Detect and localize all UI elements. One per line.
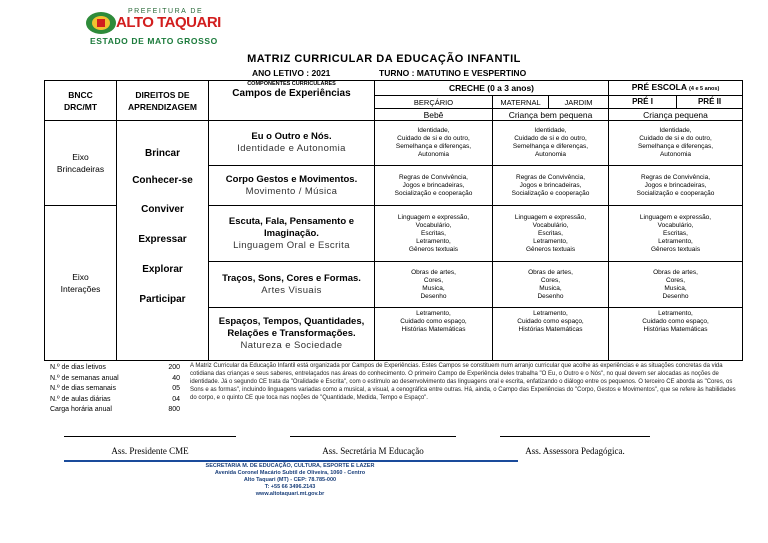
cell-crianca-bem-4: Obras de artes, Cores, Musica, Desenho: [493, 262, 609, 308]
campos-header: COMPONENTES CURRICULARES Campos de Experiências: [209, 81, 375, 121]
cell-bebe-5: Letramento, Cuidado como espaço, Histórias Matemáticas: [375, 308, 493, 361]
document-subtitle: [252, 68, 527, 78]
cell-bebe-3: Linguagem e expressão, Vocabulário, Escritas, Letramento, Gêneros textuais: [375, 206, 493, 262]
total-row: N.º de aulas diárias 04: [50, 395, 180, 403]
direitos-header: DIREITOS DE APRENDIZAGEM: [117, 81, 209, 121]
campo-escuta-fala: Escuta, Fala, Pensamento e Imaginação. Linguagem Oral e Escrita: [209, 206, 375, 262]
cell-crianca-peq-5: Letramento, Cuidado como espaço, Histórias Matemáticas: [609, 308, 743, 361]
total-row: N.º de semanas anual 40: [50, 374, 180, 382]
eixo-interacoes: Eixo Interações: [45, 206, 117, 361]
direito-explorar: Explorar: [142, 264, 183, 275]
campo-eu-outro-nos: Eu o Outro e Nós. Identidade e Autonomia: [209, 121, 375, 166]
totals-list: [50, 363, 180, 416]
explanatory-note: A Matriz Curricular da Educação Infantil está organizada por Campos de Experiências. Estes Campos se constituem num arranjo curricular que acolhe as experiências e as situações concretas da vida cotidiana das crianças e seus saberes, entrelaçados nas áreas do conhecimento. O primeiro Campo de Experiência deles trabalha "O Eu, o Outro e o Nós", no qual devem ser alocadas as noções de identidade. Já o segundo CE trata da "Oralidade e Escrita", com o estímulo ao desenvolvimento das linguagens oral e escrita, enfatizando o diálogo entre os pequenos. O terceiro CE aborda as "Cores, os Sons e as formas", incluindo linguagens variadas como a musical, a visual, a cenográfica entre outras. Há, ainda, o Campo das Experiências do "Corpo, Gestos e Movimentos", que se refere às habilidades do corpo, e o quinto CE que toca nas noções de "Quantidade, Medida, Tempo e Espaço".: [190, 363, 736, 401]
coat-of-arms-icon: [84, 10, 118, 36]
signature-line-3: [500, 436, 650, 437]
direito-conviver: Conviver: [141, 204, 184, 215]
curriculum-table: [44, 80, 743, 361]
cell-bebe-4: Obras de artes, Cores, Musica, Desenho: [375, 262, 493, 308]
prefeitura-logo: [84, 8, 234, 46]
signature-line-1: [64, 436, 236, 437]
cell-crianca-peq-2: Regras de Convivência, Jogos e brincadeiras, Socialização e cooperação: [609, 166, 743, 206]
cell-crianca-peq-4: Obras de artes, Cores, Musica, Desenho: [609, 262, 743, 308]
signature-secretaria: Ass. Secretária M Educação: [322, 446, 424, 456]
bebe-label: Bebê: [375, 109, 493, 121]
campo-corpo-gestos: Corpo Gestos e Movimentos. Movimento / Música: [209, 166, 375, 206]
total-row: Carga horária anual 800: [50, 406, 180, 413]
signature-line-2: [290, 436, 456, 437]
pre1-header: PRÉ I: [609, 96, 677, 109]
cell-bebe-1: Identidade, Cuidado de si e do outro, Semelhança e diferenças, Autonomia: [375, 121, 493, 166]
ano-letivo: ANO LETIVO : 2021: [252, 68, 331, 78]
direito-expressar: Expressar: [138, 234, 187, 245]
turno: TURNO : MATUTINO E VESPERTINO: [379, 68, 527, 78]
bercario-header: BERÇÁRIO: [375, 96, 493, 109]
total-row: N.º de dias letivos 200: [50, 364, 180, 371]
creche-header: CRECHE (0 a 3 anos): [375, 81, 609, 96]
signature-assessora: Ass. Assessora Pedagógica.: [525, 446, 625, 456]
cell-crianca-bem-5: Letramento, Cuidado como espaço, Histórias Matemáticas: [493, 308, 609, 361]
total-row: N.º de dias semanais 05: [50, 385, 180, 392]
pre-escola-header: PRÉ ESCOLA (4 e 5 anos): [609, 81, 743, 96]
eixo-brincadeiras: Eixo Brincadeiras: [45, 121, 117, 206]
crianca-pequena-label: Criança pequena: [609, 109, 743, 121]
cell-crianca-bem-3: Linguagem e expressão, Vocabulário, Escritas, Letramento, Gêneros textuais: [493, 206, 609, 262]
jardim-header: JARDIM: [549, 96, 609, 109]
direitos-list: [117, 121, 209, 361]
campo-tracos-sons: Traços, Sons, Cores e Formas. Artes Visuais: [209, 262, 375, 308]
direito-participar: Participar: [139, 294, 186, 305]
logo-city-name: ALTO TAQUARI: [116, 14, 221, 31]
crianca-bem-pequena-label: Criança bem pequena: [493, 109, 609, 121]
cell-bebe-2: Regras de Convivência, Jogos e brincadeiras, Socialização e cooperação: [375, 166, 493, 206]
footer-divider: [64, 460, 518, 462]
pre2-header: PRÉ II: [677, 96, 743, 109]
campo-espacos-tempos: Espaços, Tempos, Quantidades, Relações e Transformações. Natureza e Sociedade: [209, 308, 375, 361]
direito-brincar: Brincar: [144, 148, 180, 159]
logo-state-name: ESTADO DE MATO GROSSO: [90, 36, 218, 46]
cell-crianca-peq-1: Identidade, Cuidado de si e do outro, Semelhança e diferenças, Autonomia: [609, 121, 743, 166]
direito-conhecer-se: Conhecer-se: [132, 175, 193, 186]
bncc-header: BNCC DRC/MT: [45, 81, 117, 121]
cell-crianca-peq-3: Linguagem e expressão, Vocabulário, Escritas, Letramento, Gêneros textuais: [609, 206, 743, 262]
logo-prefeitura-text: PREFEITURA DE: [128, 8, 204, 15]
footer-contact: SECRETARIA M. DE EDUCAÇÃO, CULTURA, ESPORTE E LAZER Avenida Coronel Macário Subtil de Oliveira, 1060 - Centro Alto Taquari (MT) - CEP: 78.785-000 T: +55 66 3496.2143 www.altotaquari.mt.gov.br: [205, 463, 375, 497]
signature-presidente: Ass. Presidente CME: [111, 446, 189, 456]
document-title: MATRIZ CURRICULAR DA EDUCAÇÃO INFANTIL: [247, 53, 521, 65]
cell-crianca-bem-1: Identidade, Cuidado de si e do outro, Semelhança e diferenças, Autonomia: [493, 121, 609, 166]
cell-crianca-bem-2: Regras de Convivência, Jogos e brincadeiras, Socialização e cooperação: [493, 166, 609, 206]
maternal-header: MATERNAL: [493, 96, 549, 109]
